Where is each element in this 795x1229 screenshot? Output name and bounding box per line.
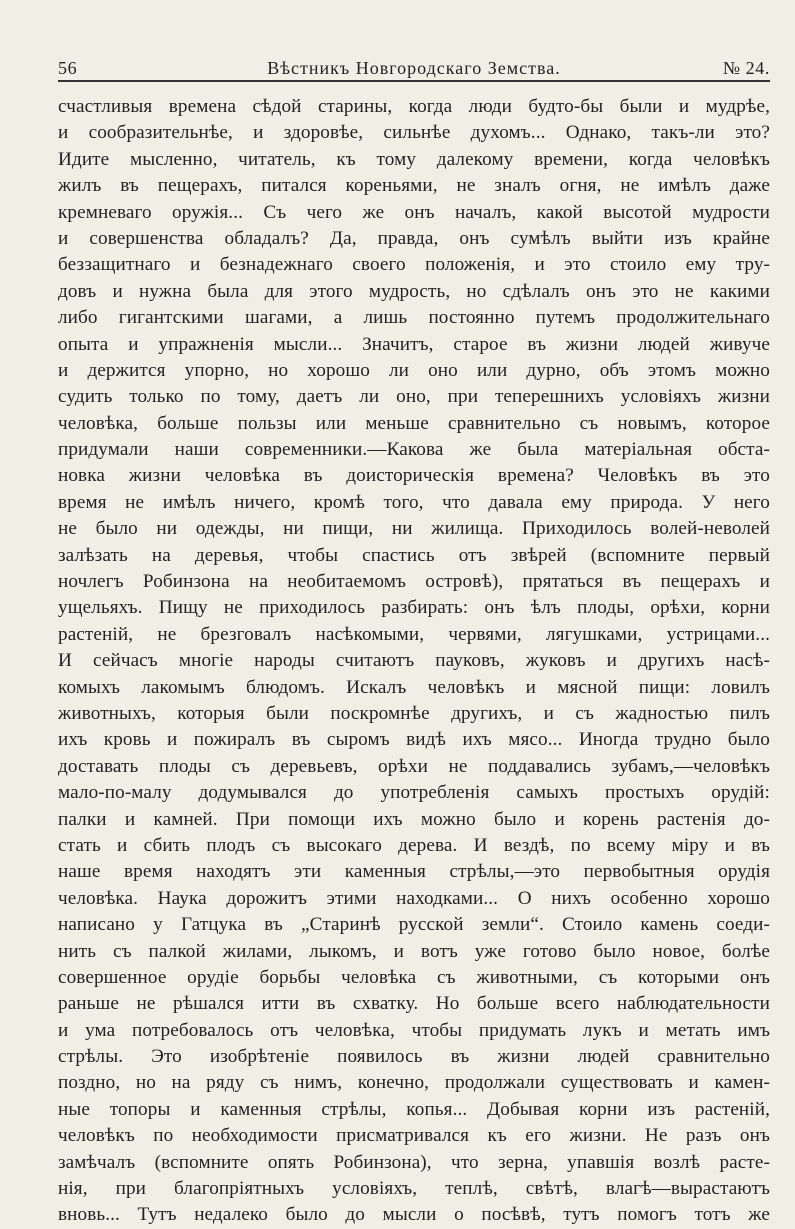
text-line: нія, при благопріятныхъ условіяхъ, теплѣ, свѣтѣ, влагѣ—вырастаютъ: [58, 1178, 770, 1200]
text-line: Идите мысленно, читатель, къ тому далекому времени, когда человѣкъ: [58, 148, 770, 170]
text-line: наше время находятъ эти каменныя стрѣлы,—это первобытныя орудія: [58, 861, 770, 883]
text-line: ные топоры и каменныя стрѣлы, копья... Добывая корни изъ растеній,: [58, 1098, 770, 1120]
text-line: человѣка. Наука дорожитъ этими находками... О нихъ особенно хорошо: [58, 887, 770, 909]
page-number: 56: [58, 58, 78, 78]
text-line: нить съ палкой жилами, лыкомъ, и вотъ уже готово было новое, болѣе: [58, 940, 770, 962]
text-line: палки и камней. При помощи ихъ можно было и корень растенія до-: [58, 808, 770, 830]
issue-number: № 24.: [722, 58, 770, 78]
journal-title: Вѣстникъ Новгородскаго Земства.: [267, 58, 561, 78]
text-line: доставать плоды съ деревьевъ, орѣхи не поддавались зубамъ,—человѣкъ: [58, 755, 770, 777]
text-line: вновь... Тутъ недалеко было до мысли о посѣвѣ, тутъ помогъ тотъ же: [58, 1204, 770, 1226]
body-text: [58, 94, 770, 1229]
text-line: стрѣлы. Это изобрѣтеніе появилось въ жизни людей сравнительно: [58, 1046, 770, 1068]
text-line: совершенное орудіе борьбы человѣка съ животными, съ которыми онъ: [58, 966, 770, 988]
document-page: [58, 52, 770, 1229]
text-line: судить только по тому, даетъ ли оно, при теперешнихъ условіяхъ жизни: [58, 386, 770, 408]
text-line: придумали наши современники.—Какова же была матеріальная обста-: [58, 439, 770, 461]
page-header: [58, 52, 770, 80]
text-line: новка жизни человѣка въ доисторическія времена? Человѣкъ въ это: [58, 465, 770, 487]
text-line: растеній, не брезговалъ насѣкомыми, червями, лягушками, устрицами...: [58, 623, 770, 645]
text-line: написано у Гатцука въ „Старинѣ русской земли“. Стоило камень соеди-: [58, 914, 770, 936]
text-line: жилъ въ пещерахъ, питался кореньями, не зналъ огня, не имѣлъ даже: [58, 175, 770, 197]
text-line: ихъ кровь и пожиралъ въ сыромъ видѣ ихъ мясо... Иногда трудно было: [58, 729, 770, 751]
text-line: ночлегъ Робинзона на необитаемомъ островѣ), прятаться въ пещерахъ и: [58, 571, 770, 593]
text-line: либо гигантскими шагами, а лишь постоянно путемъ продолжительнаго: [58, 307, 770, 329]
text-line: довъ и нужна была для этого мудрость, но сдѣлалъ онъ это не какими: [58, 280, 770, 302]
header-rule: [58, 80, 770, 82]
text-line: и держится упорно, но хорошо ли оно или дурно, объ этомъ можно: [58, 359, 770, 381]
text-line: не было ни одежды, ни пищи, ни жилища. Приходилось волей-неволей: [58, 518, 770, 540]
text-line: кремневаго оружія... Съ чего же онъ началъ, какой высотой мудрости: [58, 201, 770, 223]
text-line: животныхъ, которыя были поскромнѣе другихъ, и съ жадностью пилъ: [58, 702, 770, 724]
text-line: и совершенства обладалъ? Да, правда, онъ сумѣлъ выйти изъ крайне: [58, 227, 770, 249]
text-line: человѣка, больше пользы или меньше сравнительно съ новымъ, которое: [58, 412, 770, 434]
text-line: И сейчасъ многіе народы считаютъ пауковъ, жуковъ и другихъ насѣ-: [58, 650, 770, 672]
text-line: мало-по-малу додумывался до употребленія самыхъ простыхъ орудій:: [58, 782, 770, 804]
text-line: залѣзать на деревья, чтобы спастись отъ звѣрей (вспомните первый: [58, 544, 770, 566]
text-line: комыхъ лакомымъ блюдомъ. Искалъ человѣкъ и мясной пищи: ловилъ: [58, 676, 770, 698]
text-line: ущельяхъ. Пищу не приходилось разбирать: онъ ѣлъ плоды, орѣхи, корни: [58, 597, 770, 619]
text-line: стать и сбить плодъ съ высокаго дерева. И вездѣ, по всему міру и въ: [58, 834, 770, 856]
text-line: беззащитнаго и безнадежнаго своего положенія, и это стоило ему тру-: [58, 254, 770, 276]
text-line: человѣкъ по необходимости присматривался къ его жизни. Не разъ онъ: [58, 1125, 770, 1147]
text-line: и сообразительнѣе, и здоровѣе, сильнѣе духомъ... Однако, такъ-ли это?: [58, 122, 770, 144]
text-line: время не имѣлъ ничего, кромѣ того, что давала ему природа. У него: [58, 491, 770, 513]
text-line: и ума потребовалось отъ человѣка, чтобы придумать лукъ и метать имъ: [58, 1019, 770, 1041]
text-line: поздно, но на ряду съ нимъ, конечно, продолжали существовать и камен-: [58, 1072, 770, 1094]
text-line: раньше не рѣшался итти въ схватку. Но больше всего наблюдательности: [58, 993, 770, 1015]
text-line: опыта и упражненія мысли... Значитъ, старое въ жизни людей живуче: [58, 333, 770, 355]
text-line: счастливыя времена сѣдой старины, когда люди будто-бы были и мудрѣе,: [58, 96, 770, 117]
text-line: замѣчалъ (вспомните опять Робинзона), что зерна, упавшія возлѣ расте-: [58, 1151, 770, 1173]
